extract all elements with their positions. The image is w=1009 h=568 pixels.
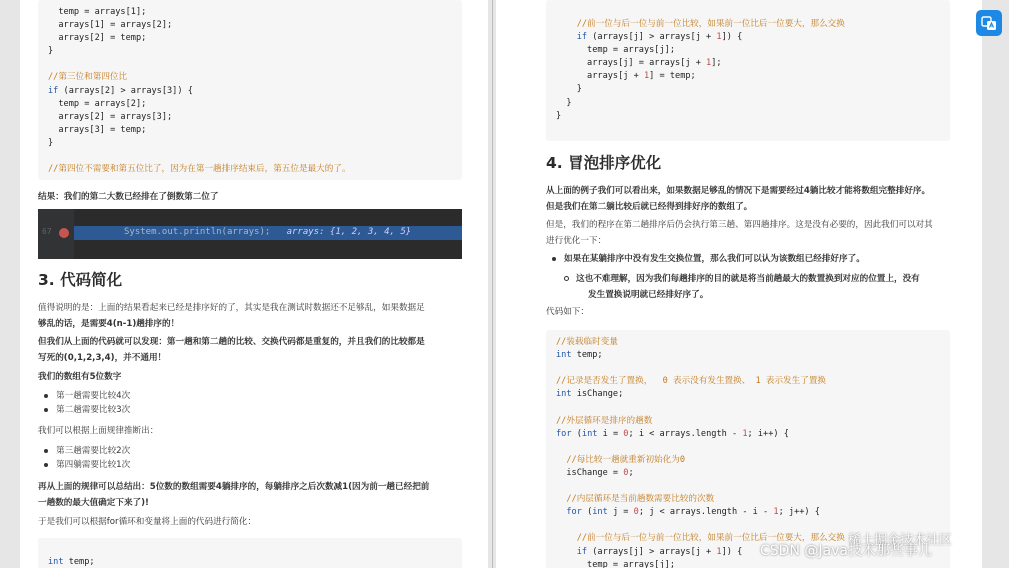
paragraph-5-line-b: 一趟数的最大值确定下来了)!: [38, 498, 149, 508]
code-line: //第三位和第四位比: [48, 72, 128, 83]
list-item: 如果在某躺排序中没有发生交换位置，那么我们可以认为该数组已经排好序了。: [546, 252, 865, 266]
code-line: //前一位与后一位与前一位比较，如果前一位比后一位要大，那么交换: [556, 533, 845, 544]
section-heading-3: 3. 代码简化: [38, 271, 123, 289]
code-line: arrays[j] = arrays[j + 1];: [556, 58, 722, 69]
paragraph-1-line-b: 够乱的话，是需要4(n-1)趟排序的！: [38, 319, 180, 329]
paragraph-2: [38, 334, 425, 366]
paragraph-r3: 代码如下：: [546, 307, 589, 317]
bullet-list: [546, 252, 865, 266]
code-line: int temp;: [556, 350, 603, 361]
code-line: arrays[1] = arrays[2];: [48, 20, 173, 31]
paragraph-r1-line-b: 但是我们在第二躺比较后就已经得到排好序的数组了。: [546, 202, 753, 212]
document-page-right: [496, 0, 982, 568]
watermark-csdn: CSDN @Java技术那些事儿: [760, 543, 932, 559]
code-line: //记录是否发生了置换， 0 表示没有发生置换、 1 表示发生了置换: [556, 376, 827, 387]
code-line: //第四位不需要和第五位比了，因为在第一趟排序结束后，第五位是最大的了。: [48, 164, 351, 175]
list-item: 第三趟需要比较2次: [38, 444, 130, 458]
section-heading-4: 4. 冒泡排序优化: [546, 154, 662, 172]
code-line: [556, 401, 940, 414]
code-line: //装载临时变量: [556, 337, 618, 347]
list-item: 第四躺需要比较1次: [38, 458, 130, 472]
translate-icon: [981, 15, 997, 31]
code-line: int isChange;: [556, 389, 624, 400]
hollow-bullet-icon: [564, 276, 569, 281]
translate-button[interactable]: [976, 10, 1002, 36]
code-line: for (int j = 0; j < arrays.length - i - 1; j++) {: [566, 507, 820, 518]
document-page-left: [20, 0, 488, 568]
result-text: 结果：我们的第二大数已经排在了倒数第二位了: [38, 192, 219, 202]
paragraph-r1-line-a: 从上面的例子我们可以看出来，如果数据足够乱的情况下是需要经过4躺比较才能将数组完整排好序。: [546, 186, 931, 196]
code-line: if (arrays[j] > arrays[j + 1]) {: [576, 546, 743, 557]
paragraph-r2-line-b: 进行优化一下：: [546, 236, 607, 246]
code-line: //外层循环是排序的趟数: [556, 415, 653, 426]
paragraph-3: 我们的数组有5位数字: [38, 372, 122, 382]
debugger-code-line: [124, 227, 411, 237]
code-line: arrays[2] = arrays[3];: [48, 111, 173, 122]
code-block-top-right: [546, 0, 950, 141]
code-line: temp = arrays[j];: [556, 559, 675, 568]
code-line: }: [556, 110, 562, 121]
code-block-bottom-left: [38, 538, 462, 568]
debugger-screenshot: [38, 209, 462, 259]
paragraph-1: [38, 300, 425, 332]
code-line: arrays[j + 1] = temp;: [556, 71, 696, 82]
paragraph-2-line-a: 但我们从上面的代码就可以发现：第一趟和第二趟的比较、交换代码都是重复的，并且我们的比较都是: [38, 337, 425, 347]
debugger-code: System.out.println(arrays);: [124, 227, 271, 237]
paragraph-5: [38, 479, 429, 511]
code-line: arrays[2] = temp;: [48, 33, 147, 44]
code-line: isChange = 0;: [556, 467, 634, 478]
sub-bullet: [576, 271, 920, 303]
paragraph-4: 我们可以根据上面规律推断出：: [38, 426, 159, 436]
paragraph-r2: [546, 217, 933, 249]
list-item: 第二趟需要比较3次: [38, 403, 130, 417]
paragraph-6: 于是我们可以根据for循环和变量将上面的代码进行简化：: [38, 517, 257, 527]
paragraph-r1: [546, 183, 930, 215]
code-line: //内层循环是当前趟数需要比较的次数: [556, 494, 715, 505]
code-line: if (arrays[2] > arrays[3]) {: [48, 85, 193, 96]
paragraph-5-line-a: 再从上面的规律可以总结出：5位数的数组需要4躺排序的，每躺排序之后次数减1(因为前一趟已经把前: [38, 482, 430, 492]
code-line: temp = arrays[1];: [48, 7, 147, 17]
code-line: //每比较一趟就重新初始化为0: [556, 454, 685, 465]
sub-bullet-line-a: 这也不难理解，因为我们每趟排序的目的就是将当前趟最大的数置换到对应的位置上，没有: [576, 274, 920, 284]
code-line: int temp;: [48, 557, 95, 567]
code-line: temp = arrays[2];: [48, 98, 147, 109]
watermark-juejin: 稀土掘金技术社区: [848, 533, 953, 548]
page-divider: [492, 0, 493, 568]
code-line: for (int i = 0; i < arrays.length - 1; i++) {: [556, 428, 789, 439]
code-line: }: [556, 84, 582, 95]
breakpoint-icon[interactable]: [59, 228, 69, 238]
code-line: }: [556, 97, 572, 108]
code-line: [48, 150, 452, 163]
list-2: [38, 444, 130, 472]
code-line: [556, 362, 940, 375]
code-line: if (arrays[j] > arrays[j + 1]) {: [576, 32, 743, 43]
list-item: 第一趟需要比较4次: [38, 389, 130, 403]
debugger-inline-value: arrays: {1, 2, 3, 4, 5}: [286, 227, 412, 237]
code-line: //前一位与后一位与前一位比较，如果前一位比后一位要大，那么交换: [556, 19, 845, 29]
code-line: [556, 480, 940, 493]
debugger-line-number: 67: [42, 227, 52, 236]
sub-bullet-line-b: 发生置换说明就已经排好序了。: [588, 290, 709, 300]
code-block-top-left: [38, 0, 462, 180]
code-line: }: [48, 46, 54, 57]
code-line: [556, 441, 940, 454]
list-1: [38, 389, 130, 417]
paragraph-1-line-a: 值得说明的是：上面的结果看起来已经是排序好的了，其实是我在测试时数据还不足够乱，如果数据足: [38, 303, 425, 313]
code-line: [48, 58, 452, 71]
paragraph-r2-line-a: 但是，我们的程序在第二趟排序后仍会执行第三趟、第四趟排序。这是没有必要的，因此我们可以对其: [546, 220, 933, 230]
code-line: temp = arrays[j];: [556, 45, 675, 56]
code-line: }: [48, 137, 54, 148]
code-line: arrays[3] = temp;: [48, 124, 147, 135]
paragraph-2-line-b: 写死的(0,1,2,3,4)，并不通用！: [38, 353, 167, 363]
